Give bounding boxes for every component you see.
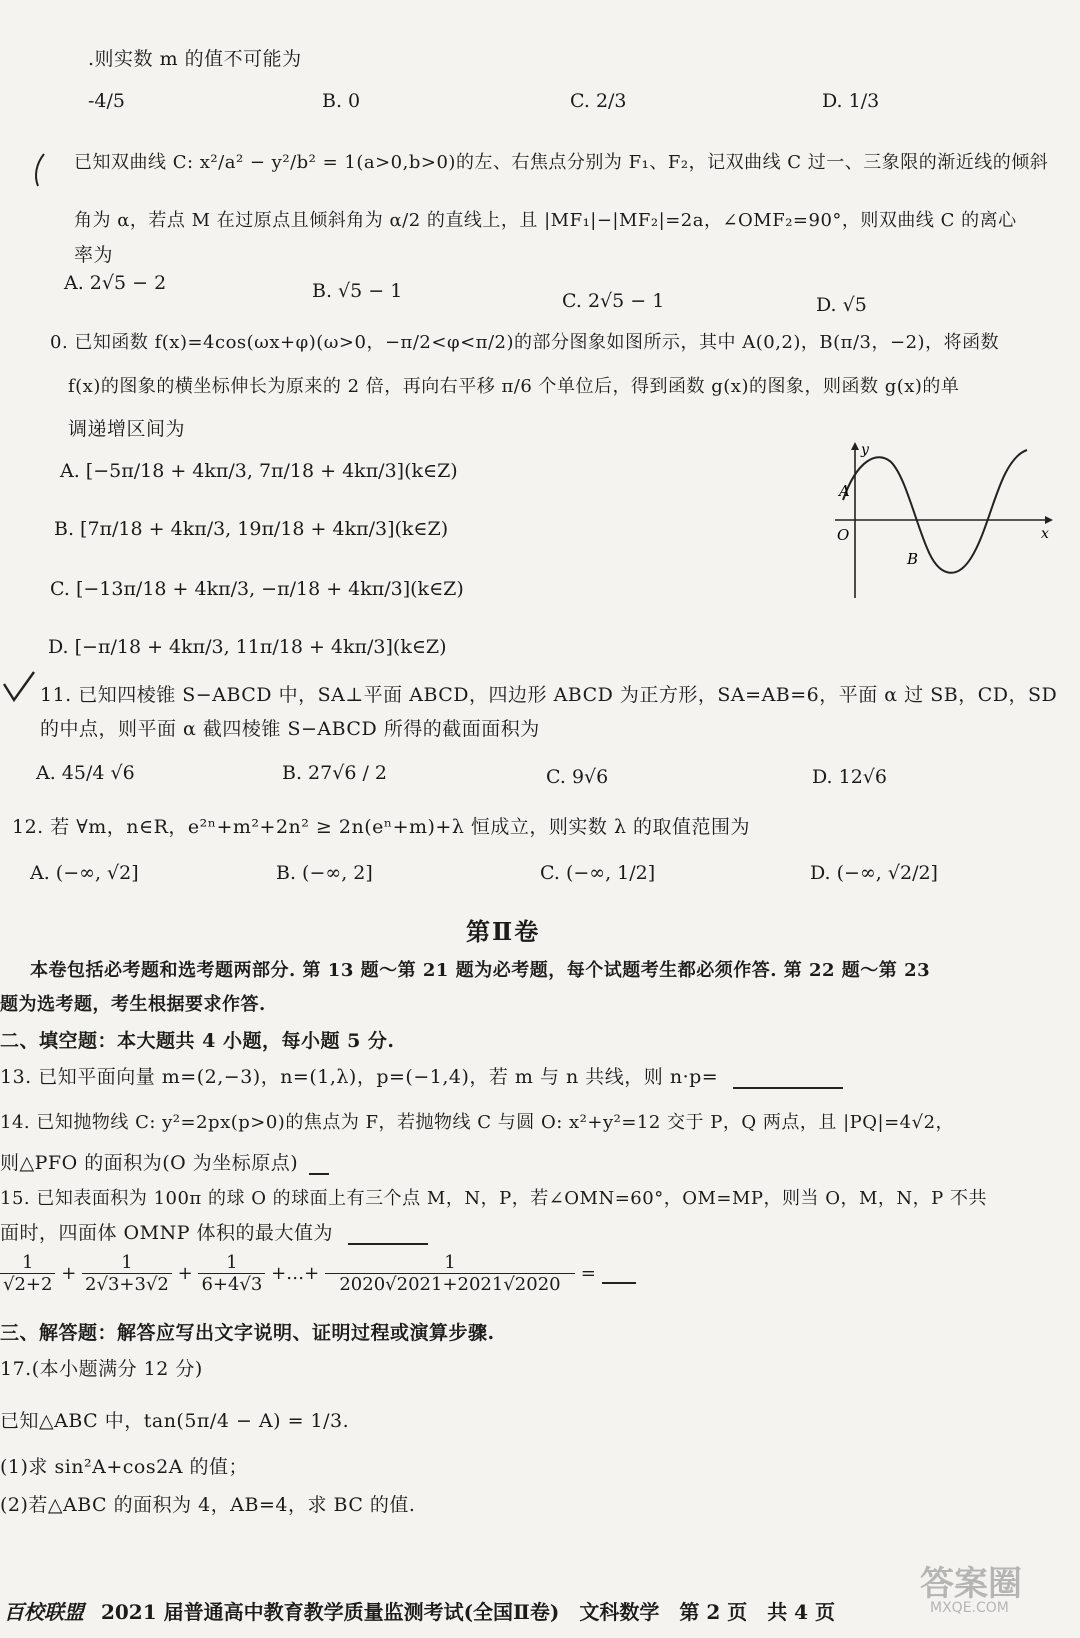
q10-cosine-graph <box>815 440 1055 600</box>
y-axis-label: y <box>861 442 869 458</box>
q11-option-d: D. 12√6 <box>812 766 888 788</box>
x-axis-label: x <box>1041 526 1049 542</box>
q8-option-c: C. 2/3 <box>570 90 627 112</box>
q11-option-a: A. 45/4 √6 <box>36 762 135 784</box>
q11-option-c: C. 9√6 <box>546 766 609 788</box>
x-axis-arrow <box>1045 516 1053 524</box>
q16-term-2-num: 1 <box>82 1252 172 1274</box>
q9-line1: 已知双曲线 C: x²/a² − y²/b² = 1(a>0,b>0)的左、右焦点分别为 F₁、F₂，记双曲线 C 过一、三象限的渐近线的倾斜 <box>74 152 1049 173</box>
q16-term-1-den: √2+2 <box>3 1274 53 1295</box>
q14-line2-wrap <box>0 1148 329 1175</box>
q9-option-b: B. √5 − 1 <box>312 280 403 302</box>
q16-term-1 <box>0 1252 55 1295</box>
q16-term-1-num: 1 <box>0 1252 55 1274</box>
q16-answer-blank <box>602 1264 636 1284</box>
q11-line2: 的中点，则平面 α 截四棱锥 S−ABCD 所得的截面面积为 <box>40 718 540 740</box>
watermark-url: MXQE.COM <box>930 1600 1009 1616</box>
y-axis-arrow <box>851 442 859 450</box>
q16-expression: $\frac{1}{√2+2}$ + $\frac{1}{2√3+3√2}$ + $\frac{1}{6+4√3}$ +…+ $\frac{1}{2020√2021+2021√2020}$ = <box>0 1252 636 1295</box>
q8-tail: .则实数 m 的值不可能为 <box>88 48 302 70</box>
pen-mark <box>30 150 50 190</box>
q10-option-c: C. [−13π/18 + 4kπ/3, −π/18 + 4kπ/3](k∈Z) <box>50 578 464 600</box>
q14-line1: 14. 已知抛物线 C: y²=2px(p>0)的焦点为 F，若抛物线 C 与圆 O: x²+y²=12 交于 P，Q 两点，且 |PQ|=4√2， <box>0 1112 955 1133</box>
q15-line1: 15. 已知表面积为 100π 的球 O 的球面上有三个点 M，N，P，若∠OMN=60°，OM=MP，则当 O，M，N，P 不共 <box>0 1188 987 1209</box>
q16-term-3 <box>198 1252 265 1295</box>
section-answer: 三、解答题：解答应写出文字说明、证明过程或演算步骤. <box>0 1322 495 1344</box>
part2-intro-line1: 本卷包括必考题和选考题两部分. 第 13 题～第 21 题为必考题，每个试题考生都必须作答. 第 22 题～第 23 <box>30 960 931 981</box>
q9-option-a: A. 2√5 − 2 <box>64 272 167 294</box>
point-a-label: A <box>839 482 850 500</box>
q10-line1: 0. 已知函数 f(x)=4cos(ωx+φ)(ω>0，−π/2<φ<π/2)的部分图象如图所示，其中 A(0,2)，B(π/3，−2)，将函数 <box>50 332 1000 353</box>
q12-option-b: B. (−∞, 2] <box>276 862 373 884</box>
q10-line2: f(x)的图象的横坐标伸长为原来的 2 倍，再向右平移 π/6 个单位后，得到函数 g(x)的图象，则函数 g(x)的单 <box>68 376 960 397</box>
footer-text: 2021 届普通高中教育教学质量监测考试(全国Ⅱ卷) 文科数学 第 2 页 共 4 页 <box>100 1600 836 1624</box>
q9-option-c: C. 2√5 − 1 <box>562 290 665 312</box>
part2-intro-line2: 题为选考题，考生根据要求作答. <box>0 994 266 1015</box>
q11-line1: 11. 已知四棱锥 S−ABCD 中，SA⊥平面 ABCD，四边形 ABCD 为正方形，SA=AB=6，平面 α 过 SB，CD，SD <box>40 684 1058 706</box>
q16-ellipsis: +…+ <box>271 1263 320 1284</box>
q16-term-3-num: 1 <box>198 1252 265 1274</box>
q15-line2-wrap <box>0 1218 428 1245</box>
q16-term-last-num: 1 <box>325 1252 575 1274</box>
q16-term-last-den: 2020√2021+2021√2020 <box>339 1274 561 1295</box>
q10-option-b: B. [7π/18 + 4kπ/3, 19π/18 + 4kπ/3](k∈Z) <box>54 518 449 540</box>
q12-line1: 12. 若 ∀m，n∈R，e²ⁿ+m²+2n² ≥ 2n(eⁿ+m)+λ 恒成立，则实数 λ 的取值范围为 <box>12 816 751 838</box>
q16-term-3-den: 6+4√3 <box>201 1274 263 1295</box>
footer-line <box>4 1596 835 1625</box>
q16-term-2 <box>82 1252 172 1295</box>
q14-answer-blank <box>309 1155 329 1175</box>
origin-label: O <box>837 526 850 544</box>
q12-option-a: A. (−∞, √2] <box>30 862 139 884</box>
q15-answer-blank <box>348 1225 428 1245</box>
q11-option-b: B. 27√6 / 2 <box>282 762 387 784</box>
q15-line2: 面时，四面体 OMNP 体积的最大值为 <box>0 1222 334 1244</box>
q17-stem: 已知△ABC 中，tan(5π/4 − A) = 1/3. <box>0 1410 350 1432</box>
q16-equals: = <box>580 1263 596 1284</box>
cosine-curve <box>843 450 1027 573</box>
q16-term-2-den: 2√3+3√2 <box>85 1274 169 1295</box>
q14-line2: 则△PFO 的面积为(O 为坐标原点) <box>0 1152 299 1174</box>
part2-heading: 第Ⅱ卷 <box>466 917 541 946</box>
q8-option-d: D. 1/3 <box>822 90 880 112</box>
q13-text: 13. 已知平面向量 m=(2,−3)，n=(1,λ)，p=(−1,4)，若 m 与 n 共线，则 n·p= <box>0 1066 719 1088</box>
q17-head: 17.(本小题满分 12 分) <box>0 1358 203 1380</box>
q10-line3: 调递增区间为 <box>68 418 186 440</box>
q9-line2: 角为 α，若点 M 在过原点且倾斜角为 α/2 的直线上，且 |MF₁|−|MF₂|=2a，∠OMF₂=90°，则双曲线 C 的离心 <box>74 210 1017 231</box>
q13 <box>0 1062 843 1089</box>
footer-brand: 百校联盟 <box>4 1600 84 1624</box>
q12-option-c: C. (−∞, 1/2] <box>540 862 656 884</box>
q9-option-d: D. √5 <box>816 294 867 316</box>
check-mark <box>0 670 40 710</box>
q16-term-last <box>325 1252 575 1295</box>
q17-part2: (2)若△ABC 的面积为 4，AB=4，求 BC 的值. <box>0 1494 416 1516</box>
q9-line3: 率为 <box>74 244 114 266</box>
q17-part1: (1)求 sin²A+cos2A 的值； <box>0 1456 248 1478</box>
q10-option-d: D. [−π/18 + 4kπ/3, 11π/18 + 4kπ/3](k∈Z) <box>48 636 447 658</box>
section-fill-in: 二、填空题：本大题共 4 小题，每小题 5 分. <box>0 1030 395 1052</box>
q8-option-a: -4/5 <box>88 90 125 112</box>
point-b-label: B <box>907 550 919 568</box>
watermark-logo: 答案圈 <box>920 1564 1022 1604</box>
q10-option-a: A. [−5π/18 + 4kπ/3, 7π/18 + 4kπ/3](k∈Z) <box>60 460 458 482</box>
q8-option-b: B. 0 <box>322 90 361 112</box>
q13-answer-blank <box>733 1069 843 1089</box>
q12-option-d: D. (−∞, √2/2] <box>810 862 938 884</box>
